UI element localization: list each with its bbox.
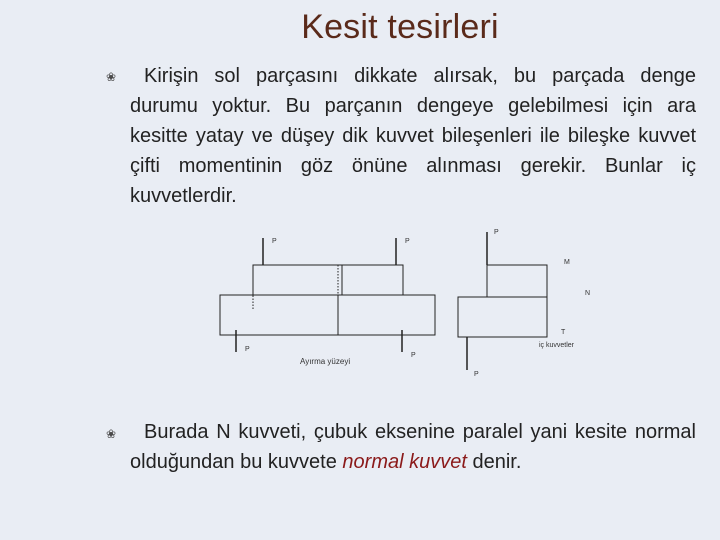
label-internal-forces: iç kuvvetler <box>539 342 575 349</box>
free-body-upper-rect <box>487 265 547 297</box>
bullet-mark-icon: ❀ <box>106 427 117 441</box>
free-body-lower-rect <box>458 297 547 337</box>
label-normal: N <box>585 290 591 297</box>
label-p-bottom-left: P <box>245 346 250 353</box>
label-p-top-mid: P <box>405 238 410 245</box>
label-moment: M <box>564 259 570 266</box>
paragraph-1-text: Kirişin sol parçasını dikkate alırsak, bu parçada denge durumu yoktur. Bu parçanın dengeye gelebilmesi için ara kesitte yatay ve düşey dik kuvvet bileşenleri ile bileşke kuvvet çifti momentinin göz önüne alınması gerekir. Bunlar iç kuvvetlerdir. <box>130 65 696 207</box>
page-title: Kesit tesirleri <box>301 8 499 46</box>
bullet-mark-icon: ❀ <box>106 70 117 84</box>
right-free-body <box>458 232 547 370</box>
label-p-bottom-mid: P <box>411 352 416 359</box>
normal-kuvvet-term: normal kuvvet <box>342 451 467 473</box>
label-cut-surface: Ayırma yüzeyi <box>300 357 351 366</box>
lower-beam-rect <box>220 295 435 335</box>
label-shear: T <box>561 329 566 336</box>
paragraph-2-text-before: Burada N kuvveti, çubuk eksenine paralel yani kesite normal olduğundan bu kuvvete <box>130 421 696 473</box>
paragraph-2-text-after: denir. <box>466 451 522 473</box>
paragraph-2-text <box>130 417 696 477</box>
paragraph-2 <box>130 417 696 477</box>
label-p-bottom-right: P <box>474 371 479 378</box>
label-p-top-right: P <box>494 229 499 236</box>
left-beam <box>220 238 435 352</box>
label-p-top-left: P <box>272 238 277 245</box>
